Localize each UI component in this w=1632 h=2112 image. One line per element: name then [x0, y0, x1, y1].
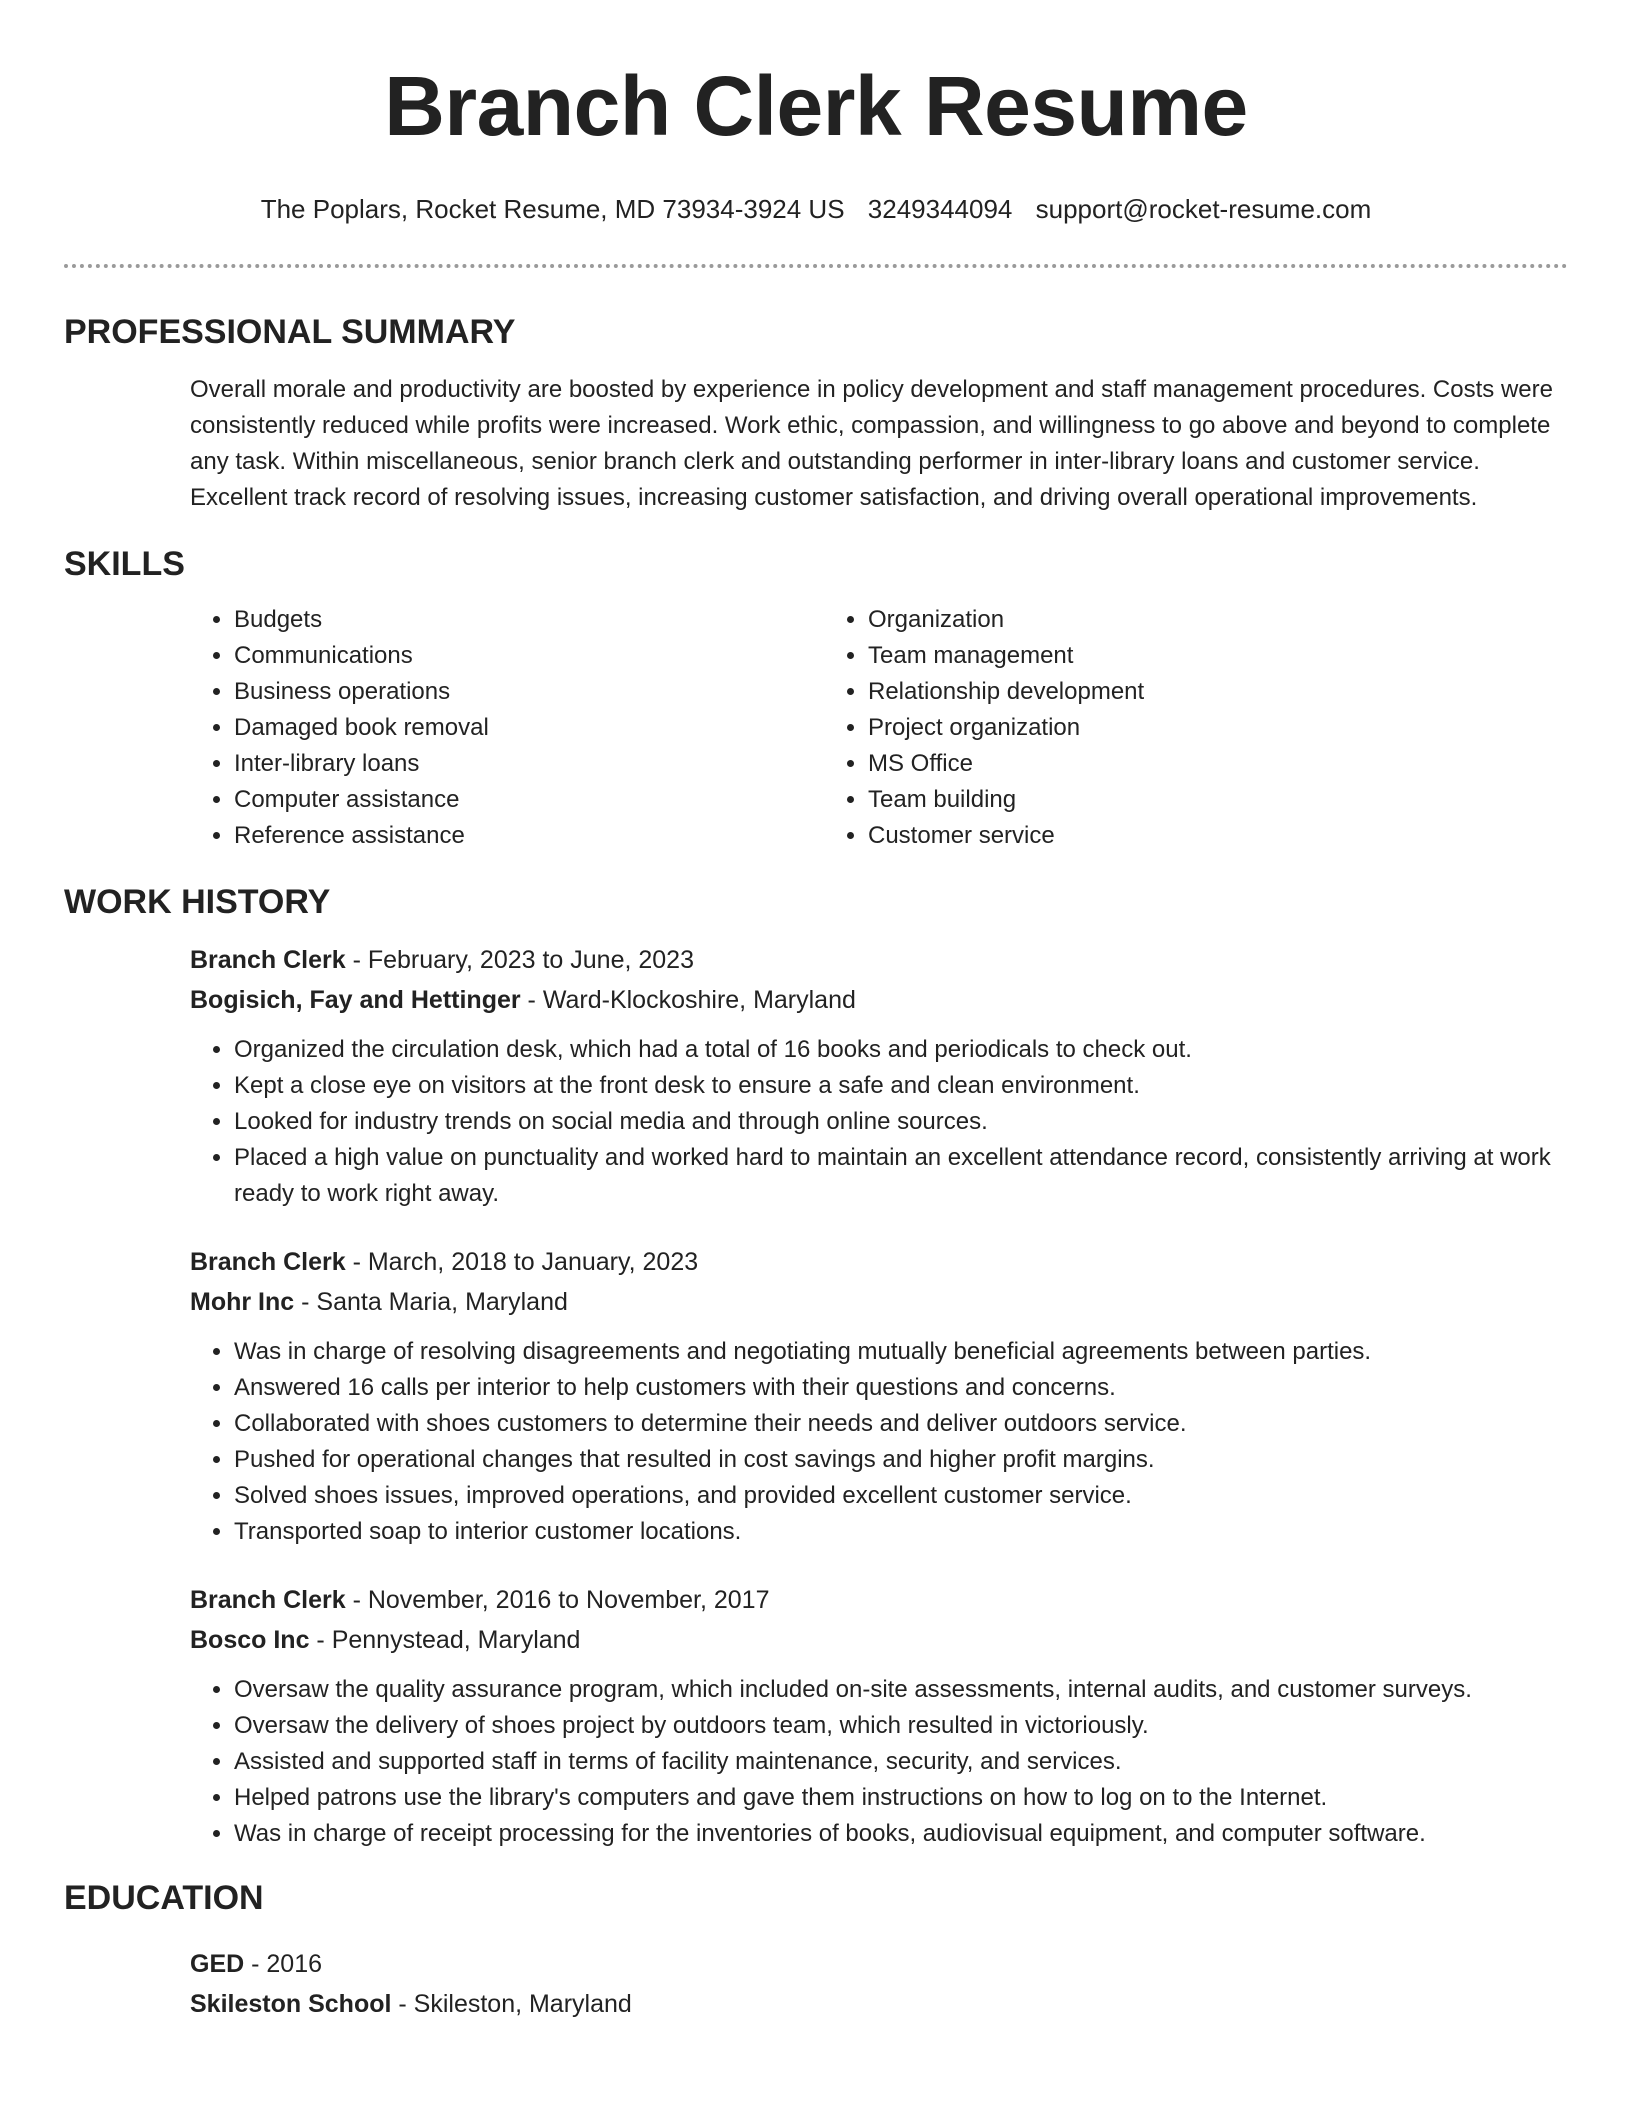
education-degree: GED [190, 1950, 245, 1978]
job-bullet: • Assisted and supported staff in terms of facility maintenance, security, and services. [234, 1744, 1568, 1780]
skills-list [190, 602, 1568, 854]
job-entry [190, 1242, 1568, 1550]
section-title-summary: PROFESSIONAL SUMMARY [64, 313, 516, 351]
job-bullets [190, 1334, 1568, 1550]
job-bullet: • Transported soap to interior customer locations. [234, 1514, 1568, 1550]
job-location: - Pennystead, Maryland [309, 1626, 581, 1654]
contact-line [64, 194, 1568, 224]
contact-phone: 3249344094 [867, 194, 1013, 224]
job-entry [190, 940, 1568, 1212]
job-dates: - November, 2016 to November, 2017 [345, 1586, 770, 1614]
job-bullets [190, 1032, 1568, 1212]
job-company-line [190, 1282, 1568, 1322]
skill-item: • Budgets [234, 602, 824, 638]
skill-item: • Relationship development [868, 674, 1568, 710]
skill-item: • Reference assistance [234, 818, 824, 854]
job-role: Branch Clerk [190, 1248, 346, 1276]
job-bullets [190, 1672, 1568, 1852]
job-bullet: • Pushed for operational changes that resulted in cost savings and higher profit margins. [234, 1442, 1568, 1478]
job-bullet: • Oversaw the quality assurance program, which included on-site assessments, internal audits, and customer surveys. [234, 1672, 1568, 1708]
job-company-line [190, 980, 1568, 1020]
job-location: - Ward-Klockoshire, Maryland [520, 986, 856, 1014]
skills-column-left [190, 602, 824, 854]
contact-email: support@rocket-resume.com [1035, 194, 1372, 224]
job-bullet: • Was in charge of receipt processing for the inventories of books, audiovisual equipment, and computer software. [234, 1816, 1568, 1852]
section-title-skills: SKILLS [64, 545, 185, 583]
skill-item: • Project organization [868, 710, 1568, 746]
skill-item: • Team building [868, 782, 1568, 818]
skills-column-right [824, 602, 1568, 854]
education-school-line [190, 1984, 1568, 2024]
job-role: Branch Clerk [190, 1586, 346, 1614]
skill-item: • Team management [868, 638, 1568, 674]
summary-text: Overall morale and productivity are boosted by experience in policy development and staff management procedures. Costs were consistently reduced while profits were increased. Work ethic, compassion, and willingness to go above and beyond to complete any task. Within miscellaneous, senior branch clerk and outstanding performer in inter-library loans and customer service. Excellent track record of resolving issues, increasing customer satisfaction, and driving overall operational improvements. [190, 376, 1553, 511]
job-dates: - March, 2018 to January, 2023 [345, 1248, 699, 1276]
section-title-education: EDUCATION [64, 1879, 264, 1917]
job-entry [190, 1580, 1568, 1852]
job-bullet: • Collaborated with shoes customers to determine their needs and deliver outdoors service. [234, 1406, 1568, 1442]
job-bullet: • Kept a close eye on visitors at the front desk to ensure a safe and clean environment. [234, 1068, 1568, 1104]
job-bullet: • Helped patrons use the library's computers and gave them instructions on how to log on to the Internet. [234, 1780, 1568, 1816]
job-role: Branch Clerk [190, 946, 346, 974]
job-dates: - February, 2023 to June, 2023 [345, 946, 694, 974]
education-year: - 2016 [244, 1950, 323, 1978]
skill-item: • MS Office [868, 746, 1568, 782]
job-bullet: • Was in charge of resolving disagreements and negotiating mutually beneficial agreements between parties. [234, 1334, 1568, 1370]
job-title-line [190, 940, 1568, 980]
job-bullet: • Organized the circulation desk, which had a total of 16 books and periodicals to check out. [234, 1032, 1568, 1068]
education-entry [190, 1944, 1568, 2024]
job-company: Bogisich, Fay and Hettinger [190, 986, 521, 1014]
job-company: Mohr Inc [190, 1288, 295, 1316]
section-title-work-history: WORK HISTORY [64, 883, 331, 921]
skill-item: • Organization [868, 602, 1568, 638]
job-company-line [190, 1620, 1568, 1660]
contact-address: The Poplars, Rocket Resume, MD 73934-3924 US [260, 194, 845, 224]
job-bullet: • Placed a high value on punctuality and worked hard to maintain an excellent attendance record, consistently arriving at work ready to work right away. [234, 1140, 1568, 1212]
resume-title: Branch Clerk Resume [384, 59, 1248, 153]
education-degree-line [190, 1944, 1568, 1984]
skill-item: • Communications [234, 638, 824, 674]
job-bullet: • Answered 16 calls per interior to help customers with their questions and concerns. [234, 1370, 1568, 1406]
skill-item: • Inter-library loans [234, 746, 824, 782]
skill-item: • Business operations [234, 674, 824, 710]
job-bullet: • Solved shoes issues, improved operations, and provided excellent customer service. [234, 1478, 1568, 1514]
skill-item: • Computer assistance [234, 782, 824, 818]
header-divider [64, 264, 1568, 268]
job-location: - Santa Maria, Maryland [294, 1288, 568, 1316]
job-bullet: • Oversaw the delivery of shoes project by outdoors team, which resulted in victoriously. [234, 1708, 1568, 1744]
job-title-line [190, 1242, 1568, 1282]
education-school: Skileston School [190, 1990, 392, 2018]
job-title-line [190, 1580, 1568, 1620]
skill-item: • Customer service [868, 818, 1568, 854]
education-location: - Skileston, Maryland [391, 1990, 632, 2018]
job-company: Bosco Inc [190, 1626, 310, 1654]
skill-item: • Damaged book removal [234, 710, 824, 746]
job-bullet: • Looked for industry trends on social media and through online sources. [234, 1104, 1568, 1140]
